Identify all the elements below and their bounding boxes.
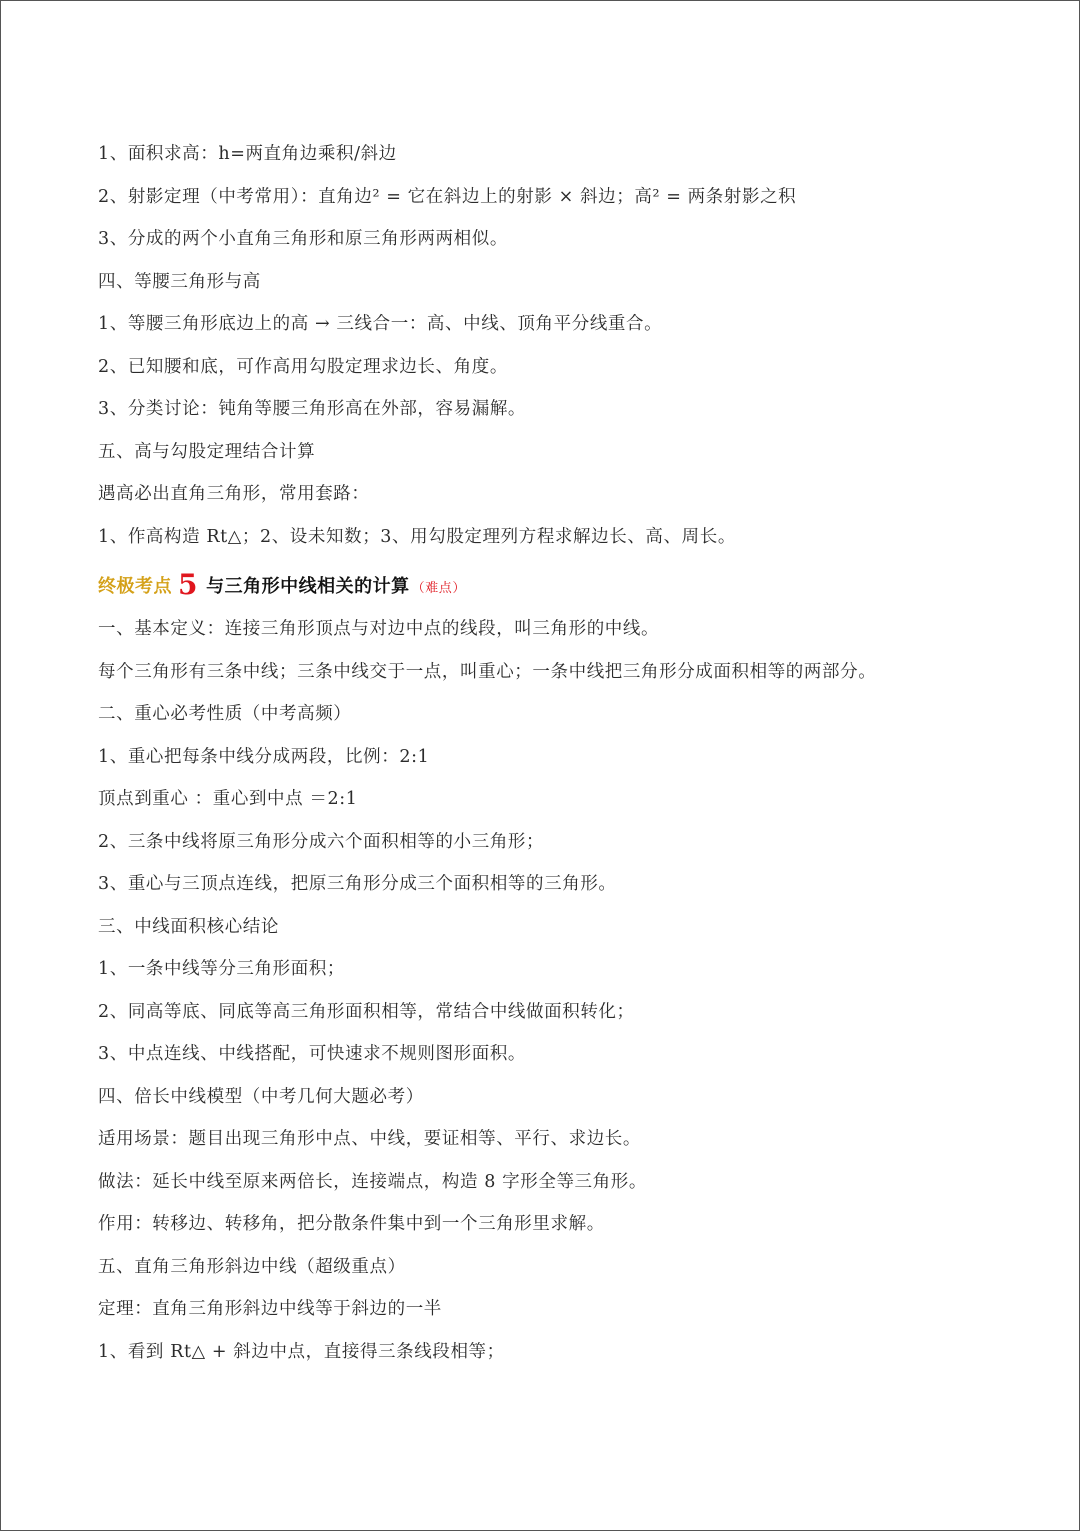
section-title: 与三角形中线相关的计算	[206, 576, 410, 597]
text-line: 3、分类讨论：钝角等腰三角形高在外部，容易漏解。	[98, 399, 527, 419]
text-line: 2、射影定理（中考常用）：直角边² = 它在斜边上的射影 × 斜边；高² = 两条射影之积	[98, 186, 797, 207]
text-line: 2、三条中线将原三角形分成六个面积相等的小三角形；	[98, 831, 545, 852]
subsection-heading: 五、高与勾股定理结合计算	[98, 441, 316, 462]
section-label: 终极考点	[98, 576, 172, 597]
text-line: 3、分成的两个小直角三角形和原三角形两两相似。	[98, 229, 508, 249]
text-line: 1、看到 Rt△ + 斜边中点，直接得三条线段相等；	[98, 1341, 505, 1362]
text-line: 1、面积求高：h=两直角边乘积/斜边	[98, 144, 397, 164]
text-line: 2、同高等底、同底等高三角形面积相等，常结合中线做面积转化；	[98, 1001, 635, 1022]
section-heading	[98, 560, 1038, 606]
subsection-heading: 二、重心必考性质（中考高频）	[98, 704, 352, 724]
difficulty-tag: （难点）	[411, 581, 466, 596]
text-line: 1、重心把每条中线分成两段，比例：2:1	[98, 746, 430, 767]
text-line: 每个三角形有三条中线；三条中线交于一点，叫重心；一条中线把三角形分成面积相等的两部分。	[98, 661, 877, 682]
subsection-heading: 四、等腰三角形与高	[98, 271, 261, 292]
text-line: 1、作高构造 Rt△；2、设未知数；3、用勾股定理列方程求解边长、高、周长。	[98, 526, 736, 547]
text-line: 适用场景：题目出现三角形中点、中线，要证相等、平行、求边长。	[98, 1129, 641, 1149]
text-line: 1、等腰三角形底边上的高 → 三线合一：高、中线、顶角平分线重合。	[98, 314, 663, 334]
subsection-heading: 四、倍长中线模型（中考几何大题必考）	[98, 1086, 424, 1107]
section-number: 5	[178, 568, 199, 601]
text-line: 遇高必出直角三角形，常用套路：	[98, 484, 370, 504]
text-line: 1、一条中线等分三角形面积；	[98, 959, 346, 979]
subsection-heading: 五、直角三角形斜边中线（超级重点）	[98, 1256, 406, 1277]
text-line: 一、基本定义：连接三角形顶点与对边中点的线段，叫三角形的中线。	[98, 619, 660, 639]
subsection-heading: 三、中线面积核心结论	[98, 916, 279, 937]
text-line: 3、重心与三顶点连线，把原三角形分成三个面积相等的三角形。	[98, 874, 617, 894]
text-line: 定理：直角三角形斜边中线等于斜边的一半	[98, 1299, 442, 1319]
document-content	[98, 133, 1038, 1373]
text-line: 2、已知腰和底，可作高用勾股定理求边长、角度。	[98, 356, 508, 377]
text-line: 作用：转移边、转移角，把分散条件集中到一个三角形里求解。	[98, 1214, 605, 1234]
text-line: 做法：延长中线至原来两倍长，连接端点，构造 8 字形全等三角形。	[98, 1171, 647, 1192]
text-line: 顶点到重心 ：重心到中点 ＝2:1	[98, 789, 358, 809]
text-line: 3、中点连线、中线搭配，可快速求不规则图形面积。	[98, 1044, 527, 1064]
